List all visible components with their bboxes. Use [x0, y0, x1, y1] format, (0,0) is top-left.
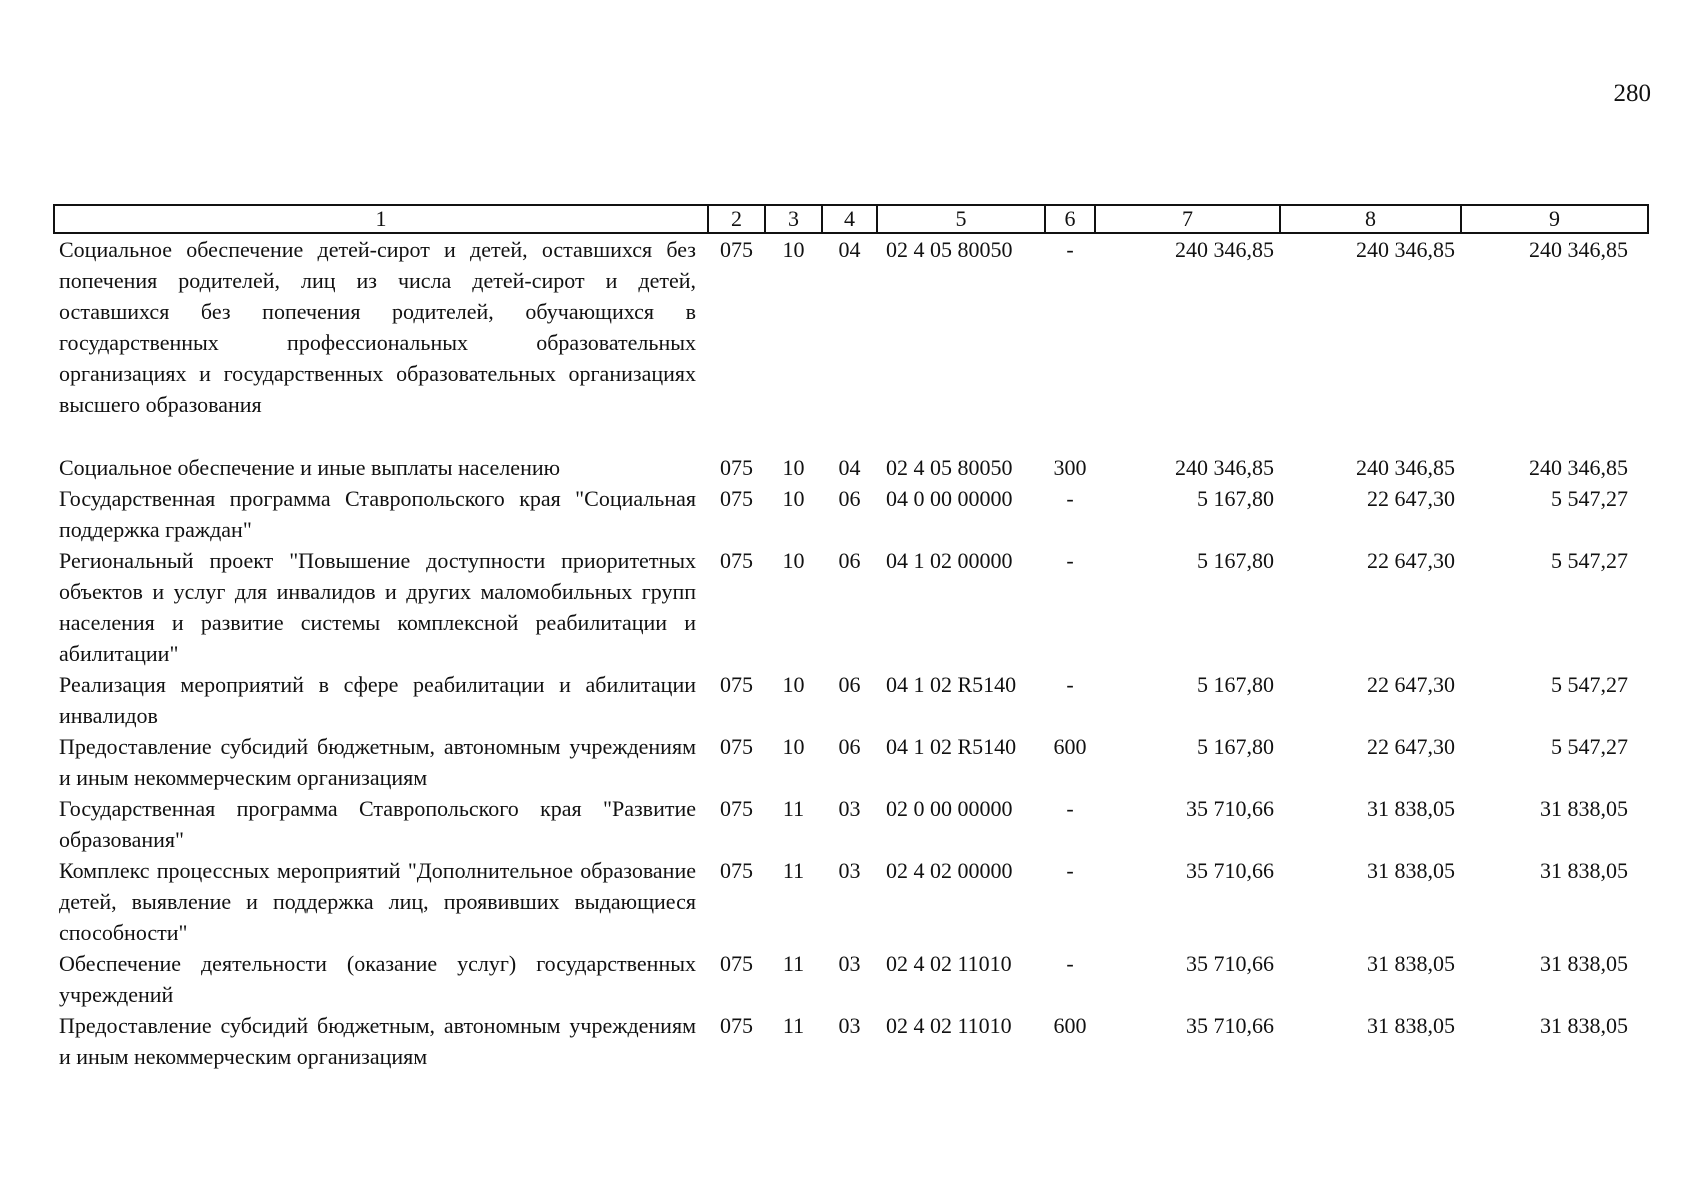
cell-target-article: 04 1 02 00000: [886, 548, 1013, 573]
table-row: [54, 948, 1648, 1010]
cell-target-article: 02 0 00 00000: [886, 796, 1013, 821]
cell-grbs: 075: [720, 734, 753, 759]
cell-amount-9: 31 838,05: [1540, 858, 1628, 883]
cell-section: 10: [782, 486, 805, 511]
column-header: 3: [765, 205, 822, 233]
cell-section: 10: [782, 237, 805, 262]
table-row: [54, 233, 1648, 452]
cell-subsection: 06: [838, 672, 861, 697]
cell-amount-9: 5 547,27: [1551, 486, 1628, 511]
table-row: [54, 669, 1648, 731]
cell-amount-7: 5 167,80: [1197, 734, 1274, 759]
cell-amount-8: 22 647,30: [1367, 548, 1455, 573]
cell-amount-7: 35 710,66: [1186, 1013, 1274, 1038]
table-row: [54, 545, 1648, 669]
cell-subsection: 06: [838, 486, 861, 511]
cell-amount-7: 240 346,85: [1175, 237, 1274, 262]
cell-amount-8: 240 346,85: [1356, 455, 1455, 480]
cell-amount-8: 22 647,30: [1367, 734, 1455, 759]
row-name: Социальное обеспечение и иные выплаты населению: [59, 455, 561, 480]
cell-grbs: 075: [720, 796, 753, 821]
cell-grbs: 075: [720, 672, 753, 697]
cell-section: 11: [782, 858, 805, 883]
cell-amount-9: 31 838,05: [1540, 1013, 1628, 1038]
cell-target-article: 04 1 02 R5140: [886, 734, 1017, 759]
cell-grbs: 075: [720, 858, 753, 883]
column-header: 4: [822, 205, 877, 233]
cell-subsection: 06: [838, 548, 861, 573]
row-name: Реализация мероприятий в сфере реабилитации и абилитации инвалидов: [59, 672, 696, 728]
cell-amount-9: 31 838,05: [1540, 951, 1628, 976]
cell-amount-8: 31 838,05: [1367, 1013, 1455, 1038]
cell-grbs: 075: [720, 951, 753, 976]
cell-amount-7: 35 710,66: [1186, 796, 1274, 821]
table-row: [54, 1010, 1648, 1072]
cell-expense-type: 600: [1053, 734, 1087, 759]
cell-amount-7: 35 710,66: [1186, 858, 1274, 883]
table-body: [54, 233, 1648, 1072]
cell-subsection: 03: [838, 1013, 861, 1038]
row-name: Предоставление субсидий бюджетным, автономным учреждениям и иным некоммерческим организациям: [59, 734, 696, 790]
cell-amount-8: 22 647,30: [1367, 672, 1455, 697]
row-name: Предоставление субсидий бюджетным, автономным учреждениям и иным некоммерческим организациям: [59, 1013, 696, 1069]
table-header: [54, 205, 1648, 233]
cell-amount-7: 5 167,80: [1197, 672, 1274, 697]
cell-target-article: 02 4 05 80050: [886, 455, 1013, 480]
cell-expense-type: 300: [1053, 455, 1087, 480]
column-header: 5: [877, 205, 1045, 233]
column-header: 9: [1461, 205, 1648, 233]
cell-grbs: 075: [720, 548, 753, 573]
cell-target-article: 02 4 02 11010: [886, 951, 1012, 976]
cell-section: 11: [782, 1013, 805, 1038]
cell-target-article: 04 0 00 00000: [886, 486, 1013, 511]
cell-expense-type: -: [1066, 672, 1074, 697]
cell-target-article: 04 1 02 R5140: [886, 672, 1017, 697]
cell-amount-8: 31 838,05: [1367, 858, 1455, 883]
cell-expense-type: -: [1066, 858, 1074, 883]
cell-amount-9: 5 547,27: [1551, 672, 1628, 697]
cell-section: 11: [782, 951, 805, 976]
table-row: [54, 483, 1648, 545]
cell-amount-8: 31 838,05: [1367, 796, 1455, 821]
cell-expense-type: -: [1066, 237, 1074, 262]
cell-expense-type: -: [1066, 486, 1074, 511]
row-name: Обеспечение деятельности (оказание услуг) государственных учреждений: [59, 951, 696, 1007]
row-name: Социальное обеспечение детей-сирот и детей, оставшихся без попечения родителей, лиц из числа детей-сирот и детей, оставшихся без попечения родителей, обучающихся в государственных профессиональных образовательных организациях и государственных образовательных организациях высшего образования: [59, 237, 696, 417]
cell-subsection: 06: [838, 734, 861, 759]
column-header: 1: [54, 205, 708, 233]
cell-section: 10: [782, 455, 805, 480]
table-row: [54, 452, 1648, 483]
cell-expense-type: 600: [1053, 1013, 1087, 1038]
cell-amount-7: 5 167,80: [1197, 548, 1274, 573]
column-header: 2: [708, 205, 765, 233]
column-header: 7: [1095, 205, 1280, 233]
cell-amount-9: 31 838,05: [1540, 796, 1628, 821]
row-name: Государственная программа Ставропольского края "Развитие образования": [59, 796, 696, 852]
cell-subsection: 03: [838, 796, 861, 821]
cell-amount-8: 240 346,85: [1356, 237, 1455, 262]
cell-subsection: 03: [838, 951, 861, 976]
cell-grbs: 075: [720, 486, 753, 511]
row-name: Региональный проект "Повышение доступности приоритетных объектов и услуг для инвалидов и других маломобильных групп населения и развитие системы комплексной реабилитации и абилитации": [59, 548, 696, 666]
cell-subsection: 04: [838, 237, 861, 262]
cell-amount-8: 31 838,05: [1367, 951, 1455, 976]
budget-table: [53, 204, 1649, 1072]
cell-grbs: 075: [720, 455, 753, 480]
cell-target-article: 02 4 02 00000: [886, 858, 1013, 883]
table-row: [54, 731, 1648, 793]
cell-amount-7: 5 167,80: [1197, 486, 1274, 511]
cell-section: 10: [782, 548, 805, 573]
cell-amount-9: 240 346,85: [1529, 455, 1628, 480]
cell-target-article: 02 4 02 11010: [886, 1013, 1012, 1038]
cell-section: 11: [782, 796, 805, 821]
table-row: [54, 793, 1648, 855]
cell-amount-7: 240 346,85: [1175, 455, 1274, 480]
page-number: 280: [1613, 80, 1651, 107]
table-row: [54, 855, 1648, 948]
cell-amount-7: 35 710,66: [1186, 951, 1274, 976]
column-header: 6: [1045, 205, 1095, 233]
cell-grbs: 075: [720, 237, 753, 262]
column-header: 8: [1280, 205, 1461, 233]
cell-amount-8: 22 647,30: [1367, 486, 1455, 511]
cell-section: 10: [782, 734, 805, 759]
cell-section: 10: [782, 672, 805, 697]
header-row: [54, 205, 1648, 233]
cell-amount-9: 240 346,85: [1529, 237, 1628, 262]
cell-grbs: 075: [720, 1013, 753, 1038]
row-name: Комплекс процессных мероприятий "Дополнительное образование детей, выявление и поддержка лиц, проявивших выдающиеся способности": [59, 858, 696, 945]
cell-expense-type: -: [1066, 951, 1074, 976]
cell-target-article: 02 4 05 80050: [886, 237, 1013, 262]
cell-expense-type: -: [1066, 796, 1074, 821]
cell-subsection: 03: [838, 858, 861, 883]
cell-subsection: 04: [838, 455, 861, 480]
cell-expense-type: -: [1066, 548, 1074, 573]
row-name: Государственная программа Ставропольского края "Социальная поддержка граждан": [59, 486, 696, 542]
cell-amount-9: 5 547,27: [1551, 734, 1628, 759]
cell-amount-9: 5 547,27: [1551, 548, 1628, 573]
